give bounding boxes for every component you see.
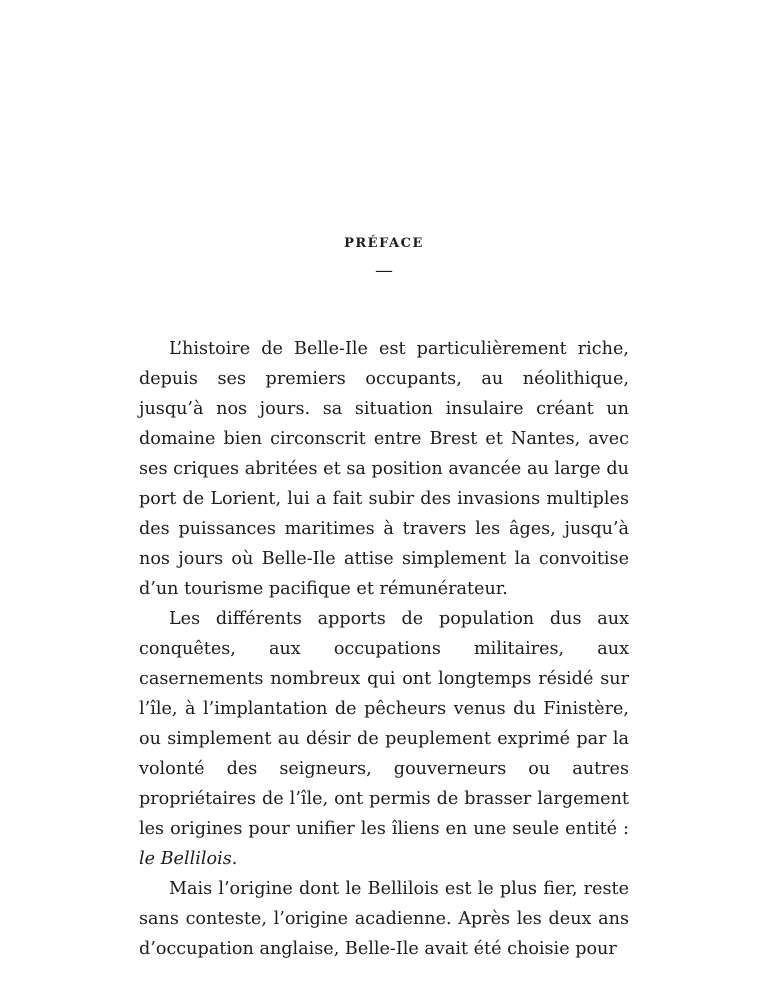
paragraph-3: Mais l’origine dont le Bellilois est le plus fier, reste sans conteste, l’origine acadienne. Après les deux ans d’occupation anglaise, Belle-Ile avait été choisie pour <box>139 879 629 959</box>
paragraph-2 <box>139 604 629 874</box>
paragraph-2-end: . <box>231 849 238 869</box>
paragraph-1: L’histoire de Belle-Ile est particulièrement riche, depuis ses premiers occupants, au néolithique, jusqu’à nos jours. sa situation insulaire créant un domaine bien circonscrit entre Brest et Nantes, avec ses criques abritées et sa position avancée au large du port de Lorient, lui a fait subir des invasions multiples des puissances maritimes à travers les âges, jusqu’à nos jours où Belle-Ile attise simplement la convoitise d’un tourisme pacifique et rémunérateur. <box>139 339 629 599</box>
heading-separator: — <box>375 260 393 281</box>
preface-heading: PRÉFACE <box>344 236 424 251</box>
paragraph-2-text: Les différents apports de population dus aux conquêtes, aux occupations militaires, aux casernements nombreux qui ont longtemps résidé sur l’île, à l’implantation de pêcheurs venus du Finistère, ou simplement au désir de peuplement exprimé par la volonté des seigneurs, gouverneurs ou autres propriétaires de l’île, ont permis de brasser largement les origines pour unifier les îliens en une seule entité : <box>139 609 629 839</box>
preface-body <box>139 334 629 964</box>
paragraph-2-italic: le Bellilois <box>139 849 232 869</box>
